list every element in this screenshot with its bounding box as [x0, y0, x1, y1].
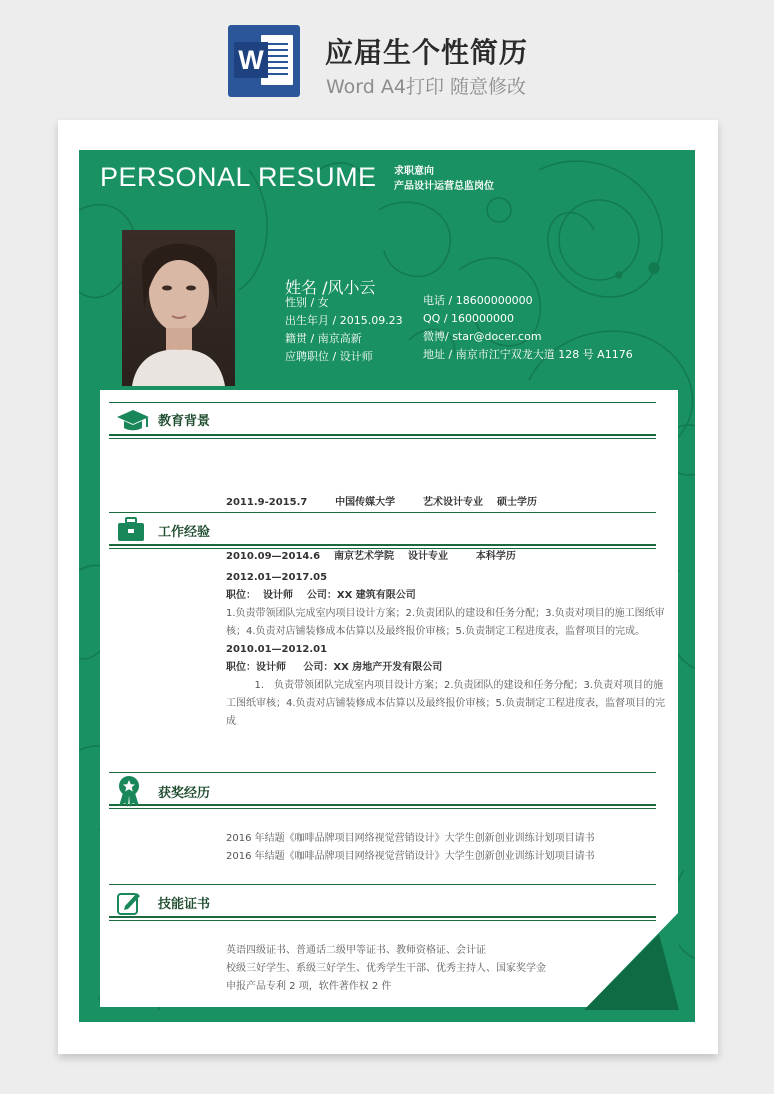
award-ribbon-icon [116, 775, 142, 807]
skills-title: 技能证书 [158, 897, 211, 912]
job-intent-value: 产品设计运营总监岗位 [394, 181, 494, 192]
job2-date: 2010.01—2012.01 [226, 644, 328, 655]
info-gender: 性别 / 女 [285, 296, 329, 309]
candidate-name: 姓名 /风小云 [285, 278, 376, 297]
info-weibo: 微博/ star@docer.com [423, 330, 542, 343]
work-list [226, 569, 670, 731]
personal-info-right [423, 292, 633, 364]
job2-description-block [226, 677, 670, 731]
education-title: 教育背景 [158, 414, 211, 429]
profile-photo [122, 230, 235, 386]
awards-list [226, 830, 595, 866]
info-position: 应聘职位 / 设计师 [285, 350, 373, 363]
page-corner-decoration [584, 912, 679, 1010]
page-title: 应届生个性简历 [325, 36, 529, 69]
awards-title: 获奖经历 [158, 786, 211, 801]
awards-section-header [109, 772, 656, 808]
skill-item: 英语四级证书、普通话二级甲等证书、教师资格证、会计证 [226, 945, 486, 956]
skills-section-header [109, 884, 656, 920]
skill-item: 校级三好学生、系级三好学生、优秀学生干部、优秀主持人、国家奖学金 [226, 963, 546, 974]
skill-item: 申报产品专利 2 项，软件著作权 2 件 [226, 981, 392, 992]
info-birth: 出生年月 / 2015.09.23 [285, 314, 403, 327]
word-logo-icon [228, 25, 300, 97]
job1-role: 职位： 设计师 公司：XX 建筑有限公司 [226, 590, 416, 601]
info-hometown: 籍贯 / 南京高新 [285, 332, 362, 345]
personal-info-left [285, 294, 403, 366]
job-intent-label: 求职意向 [394, 166, 434, 177]
page-subtitle: Word A4打印 随意修改 [326, 76, 527, 98]
award-item: 2016 年结题《咖啡品牌项目网络视觉营销设计》大学生创新创业训练计划项目请书 [226, 851, 595, 862]
work-section-header [109, 512, 656, 548]
job1-date: 2012.01—2017.05 [226, 572, 328, 583]
briefcase-icon [116, 517, 146, 543]
work-title: 工作经验 [158, 525, 211, 540]
info-qq: QQ / 160000000 [423, 312, 515, 325]
job-intent [394, 164, 494, 194]
award-item: 2016 年结题《咖啡品牌项目网络视觉营销设计》大学生创新创业训练计划项目请书 [226, 833, 595, 844]
education-section-header [109, 402, 656, 438]
resume-heading: PERSONAL RESUME [100, 162, 377, 192]
edit-pen-icon [116, 890, 142, 916]
info-phone: 电话 / 18600000000 [423, 294, 533, 307]
education-item: 2011.9-2015.7 中国传媒大学 艺术设计专业 硕士学历 [226, 497, 537, 508]
job2-list-number: 1. [254, 680, 264, 691]
job2-description: 负责带领团队完成室内项目设计方案；2.负责团队的建设和任务分配；3.负责对项目的施工图纸审核；4.负责对店铺装修成本估算以及最终报价审核；5.负责制定工程进度表，监督项目的完成 [226, 680, 666, 727]
skills-list [226, 942, 546, 996]
job1-description: 1.负责带领团队完成室内项目设计方案；2.负责团队的建设和任务分配；3.负责对项目的施工图纸审核；4.负责对店铺装修成本估算以及最终报价审核；5.负责制定工程进度表，监督项目的完成。 [226, 608, 665, 637]
word-logo-letter: W [234, 42, 268, 78]
job2-role: 职位：设计师 公司：XX 房地产开发有限公司 [226, 662, 443, 673]
graduation-cap-icon [116, 408, 150, 432]
info-address: 地址 / 南京市江宁双龙大道 128 号 A1176 [423, 348, 633, 361]
education-item: 2010.09—2014.6 南京艺术学院 设计专业 本科学历 [226, 551, 516, 562]
